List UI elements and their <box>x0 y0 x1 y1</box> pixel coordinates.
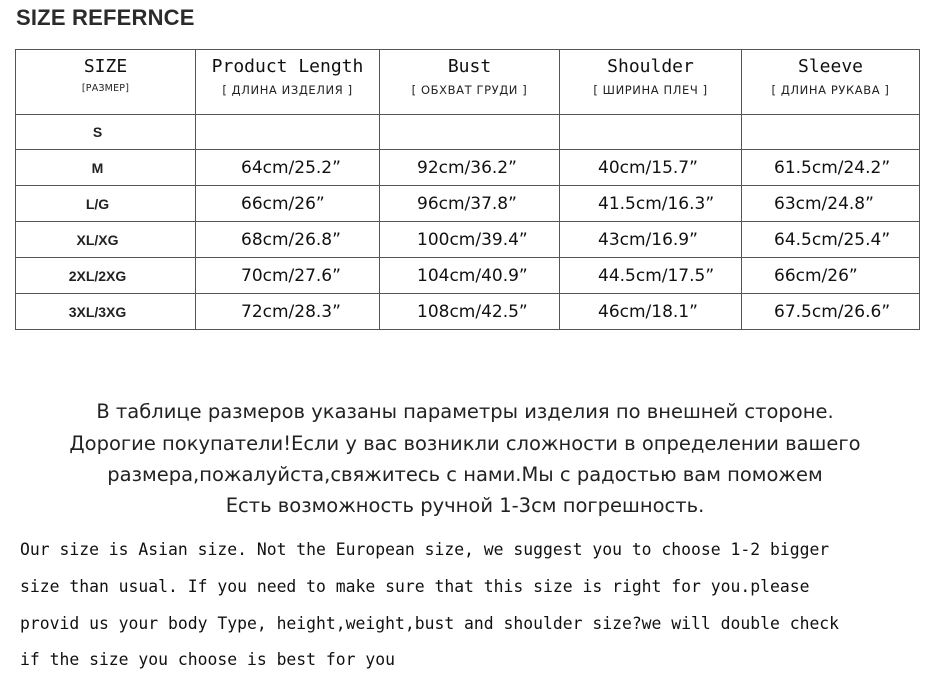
size-cell <box>16 150 196 186</box>
bust-cell: 108cm/42.5” <box>380 294 560 330</box>
table-row <box>16 115 920 150</box>
sleeve-cell: 61.5cm/24.2” <box>742 150 920 186</box>
length-cell: 68cm/26.8” <box>196 222 380 258</box>
header-subtitle: [РАЗМЕР] <box>81 83 130 94</box>
header-cell-length <box>196 50 380 115</box>
header-title: Shoulder <box>607 56 694 77</box>
shoulder-cell: 46cm/18.1” <box>560 294 742 330</box>
shoulder-cell <box>560 115 742 150</box>
sleeve-cell: 64.5cm/25.4” <box>742 222 920 258</box>
english-note-line: provid us your body Type, height,weight,bust and shoulder size?we will double check <box>20 614 840 633</box>
sleeve-cell <box>742 115 920 150</box>
page-title: SIZE REFERNCE <box>16 5 195 30</box>
english-note-line: if the size you choose is best for you <box>20 650 395 669</box>
table-row <box>16 150 920 186</box>
table-header-row <box>16 50 920 115</box>
table-row <box>16 258 920 294</box>
size-cell <box>16 115 196 150</box>
sleeve-cell: 63cm/24.8” <box>742 186 920 222</box>
size-cell <box>16 222 196 258</box>
russian-note-line: размера,пожалуйста,свяжитесь с нами.Мы с радостью вам поможем <box>107 463 823 486</box>
bust-cell: 104cm/40.9” <box>380 258 560 294</box>
size-cell <box>16 294 196 330</box>
length-cell: 70cm/27.6” <box>196 258 380 294</box>
russian-note-line: Есть возможность ручной 1-3см погрешность. <box>225 494 705 517</box>
header-title: SIZE <box>83 56 128 77</box>
size-label: S <box>92 124 103 140</box>
bust-cell: 100cm/39.4” <box>380 222 560 258</box>
bust-cell: 96cm/37.8” <box>380 186 560 222</box>
table-row <box>16 222 920 258</box>
size-label: L/G <box>85 195 110 212</box>
header-cell-sleeve <box>742 50 920 115</box>
header-subtitle: [ ОБХВАТ ГРУДИ ] <box>411 83 528 97</box>
bust-cell <box>380 115 560 150</box>
size-cell <box>16 186 196 222</box>
english-note-line: Our size is Asian size. Not the European size, we suggest you to choose 1-2 bigger <box>20 540 830 559</box>
header-subtitle: [ ДЛИНА ИЗДЕЛИЯ ] <box>222 83 353 97</box>
size-label: 2XL/2XG <box>68 267 127 284</box>
header-title: Bust <box>447 56 492 77</box>
shoulder-cell: 43cm/16.9” <box>560 222 742 258</box>
russian-note-line: В таблице размеров указаны параметры изделия по внешней стороне. <box>96 400 834 423</box>
shoulder-cell: 40cm/15.7” <box>560 150 742 186</box>
sleeve-cell: 66cm/26” <box>742 258 920 294</box>
length-cell: 64cm/25.2” <box>196 150 380 186</box>
header-cell-shoulder <box>560 50 742 115</box>
header-subtitle: [ ДЛИНА РУКАВА ] <box>771 83 890 97</box>
shoulder-cell: 41.5cm/16.3” <box>560 186 742 222</box>
header-cell-size <box>16 50 196 115</box>
table-row <box>16 294 920 330</box>
size-label: 3XL/3XG <box>68 303 127 320</box>
header-title: Product Length <box>211 56 364 77</box>
header-cell-bust <box>380 50 560 115</box>
length-cell <box>196 115 380 150</box>
sleeve-cell: 67.5cm/26.6” <box>742 294 920 330</box>
size-label: XL/XG <box>76 231 119 248</box>
shoulder-cell: 44.5cm/17.5” <box>560 258 742 294</box>
header-subtitle: [ ШИРИНА ПЛЕЧ ] <box>593 83 708 97</box>
bust-cell: 92cm/36.2” <box>380 150 560 186</box>
length-cell: 66cm/26” <box>196 186 380 222</box>
russian-note-line: Дорогие покупатели!Если у вас возникли сложности в определении вашего <box>69 432 861 455</box>
size-label: M <box>91 159 104 176</box>
size-table <box>15 49 920 330</box>
size-cell <box>16 258 196 294</box>
english-note-line: size than usual. If you need to make sure that this size is right for you.please <box>20 577 810 596</box>
length-cell: 72cm/28.3” <box>196 294 380 330</box>
header-title: Sleeve <box>797 56 864 77</box>
table-row <box>16 186 920 222</box>
